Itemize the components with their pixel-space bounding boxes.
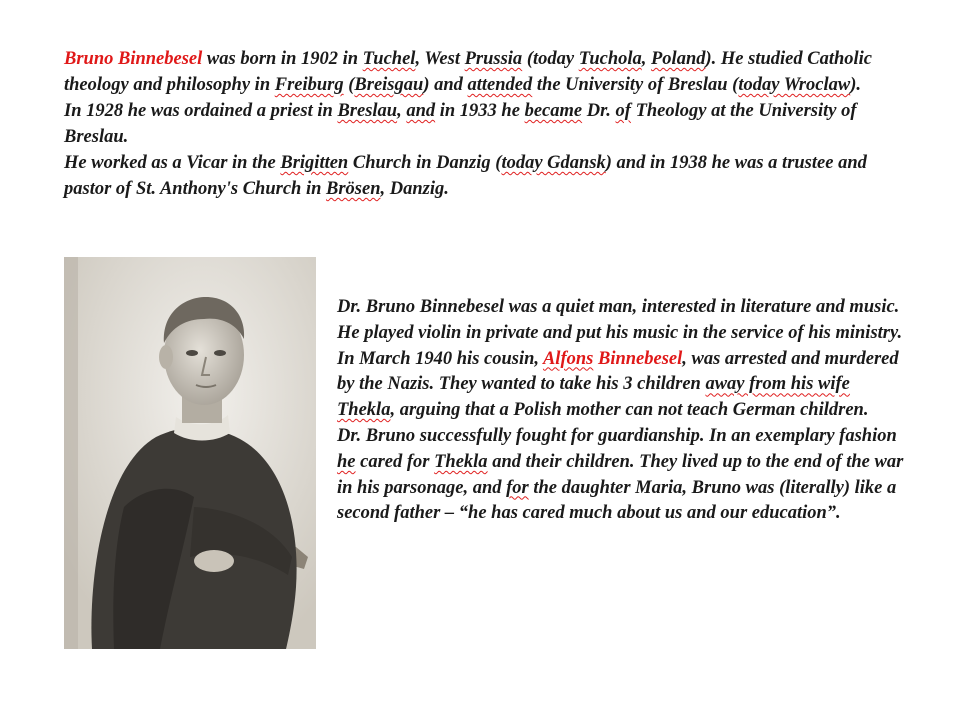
cousin-paragraph bbox=[337, 347, 907, 424]
portrait-photo bbox=[64, 257, 316, 649]
word-today-wroclaw: today Wroclaw bbox=[738, 75, 851, 95]
guardian-paragraph bbox=[337, 424, 907, 527]
biography-block bbox=[337, 295, 907, 527]
word-became: became bbox=[524, 101, 583, 121]
text-run: ). bbox=[850, 75, 861, 95]
text-run: , West bbox=[415, 49, 465, 69]
word-brigitten: Brigitten bbox=[280, 153, 349, 173]
intro-paragraph bbox=[64, 46, 904, 98]
text-run: (today bbox=[522, 49, 579, 69]
phrase-away: away from his wife Thekla bbox=[337, 374, 850, 421]
word-breslau: Breslau bbox=[337, 101, 398, 121]
name-binnebesel: Binnebesel bbox=[593, 348, 683, 369]
name-alfons: Alfons bbox=[542, 348, 594, 369]
text-run: , was arrested and murdered by the Nazis. They wanted to take his 3 children bbox=[337, 348, 899, 395]
text-run: the daughter Maria, Bruno was (literally) like a second father – “he has cared much about us and our education”. bbox=[337, 477, 897, 524]
word-poland: Poland bbox=[651, 49, 706, 69]
word-and: and bbox=[406, 101, 436, 121]
vicar-paragraph bbox=[64, 150, 904, 202]
text-run: ( bbox=[343, 75, 355, 95]
portrait-photo-icon bbox=[64, 257, 316, 649]
text-run: , bbox=[397, 101, 407, 121]
text-run: ) and in 1938 he was a trustee and pastor of St. Anthony's Church in bbox=[64, 153, 867, 199]
name-bruno: Bruno Binnebesel bbox=[64, 49, 203, 69]
text-run: and their children. They lived up to the end of the war in his parsonage, and bbox=[337, 451, 904, 498]
text-run: was born in 1902 in bbox=[202, 49, 363, 69]
word-thekla: Thekla bbox=[434, 451, 488, 472]
word-he: he bbox=[337, 451, 356, 472]
word-attended: attended bbox=[467, 75, 533, 95]
word-breisgau: Breisgau bbox=[354, 75, 424, 95]
word-tuchola: Tuchola bbox=[578, 49, 642, 69]
text-run: in 1933 he bbox=[435, 101, 525, 121]
word-of: of bbox=[615, 101, 631, 121]
text-run: ). He studied Catholic theology and philosophy in bbox=[64, 49, 872, 95]
text-run: cared for bbox=[355, 451, 435, 472]
word-today-gdansk: today Gdansk bbox=[501, 153, 606, 173]
text-run: ) and bbox=[423, 75, 468, 95]
text-run: He worked as a Vicar in the bbox=[64, 153, 281, 173]
text-run: Theology at the University of Breslau. bbox=[64, 101, 857, 147]
text-run: In 1928 he was ordained a priest in bbox=[64, 101, 338, 121]
ordained-paragraph bbox=[64, 98, 904, 150]
word-for: for bbox=[506, 477, 529, 498]
text-run: the University of Breslau ( bbox=[532, 75, 739, 95]
text-run: , Danzig. bbox=[380, 179, 449, 199]
word-brosen: Brösen bbox=[326, 179, 381, 199]
text-run: Dr. Bruno successfully fought for guardianship. In an exemplary fashion bbox=[337, 425, 897, 446]
word-tuchel: Tuchel bbox=[362, 49, 416, 69]
text-run: , bbox=[641, 49, 651, 69]
text-run: Dr. bbox=[582, 101, 616, 121]
quiet-paragraph: Dr. Bruno Binnebesel was a quiet man, interested in literature and music. He played violin in private and put his music in the service of his ministry. bbox=[337, 297, 903, 343]
text-run: , arguing that a Polish mother can not teach German children. bbox=[390, 400, 869, 421]
word-prussia: Prussia bbox=[464, 49, 523, 69]
text-run: Church in Danzig ( bbox=[348, 153, 502, 173]
intro-block bbox=[64, 46, 904, 202]
text-run: In March 1940 his cousin, bbox=[337, 348, 543, 369]
word-freiburg: Freiburg bbox=[274, 75, 344, 95]
